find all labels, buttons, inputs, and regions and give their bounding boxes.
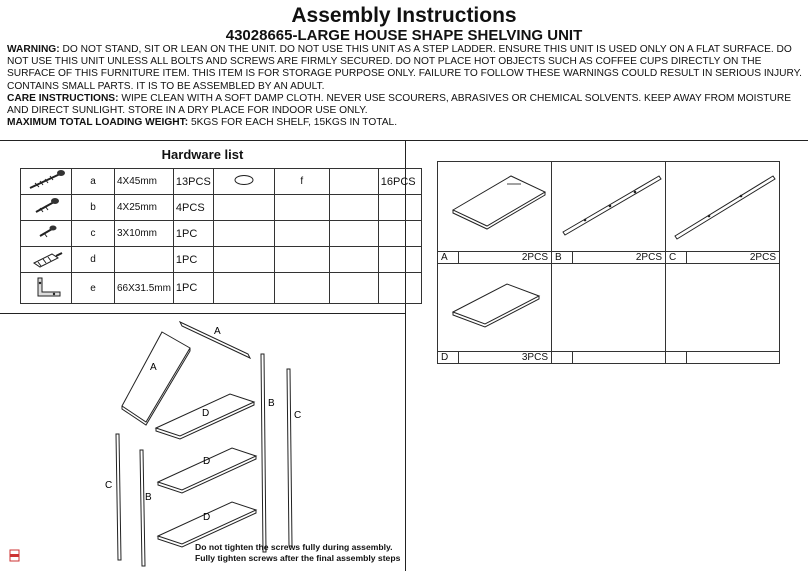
wall-plug-icon bbox=[26, 247, 66, 269]
empty-cell bbox=[666, 352, 687, 364]
hardware-qty: 1PC bbox=[173, 221, 213, 247]
post bbox=[261, 354, 266, 552]
table-row bbox=[438, 162, 780, 252]
warnings-block bbox=[7, 44, 803, 129]
empty-cell bbox=[573, 352, 666, 364]
label-d: D bbox=[203, 456, 211, 467]
warning-text: DO NOT STAND, SIT OR LEAN ON THE UNIT. DO NOT USE THIS UNIT AS A STEP LADDER. ENSURE THIS UNIT IS USED ONLY ON A FLAT SURFACE. DO NOT USE THIS UNIT UNLESS ALL BOLTS AND SCREWS ARE FIRMLY SECURED. DO NOT PLACE HOT OBJECTS SUCH AS COFFEE CUPS DIRECTLY ON THE SURFACE OF THIS FURNITURE ITEM. THIS ITEM IS FOR STORAGE PURPOSE ONLY. FAILURE TO FOLLOW THESE WARNINGS COULD RESULT IN SERIOUS INJURY. CONTAINS SMALL PARTS. IT IS TO BE ASSEMBLED BY AN ADULT. bbox=[7, 44, 802, 92]
table-row bbox=[438, 264, 780, 352]
post-c-drawing bbox=[669, 162, 776, 248]
label-a: A bbox=[214, 326, 221, 337]
part-qty: 2PCS bbox=[687, 252, 780, 264]
hardware-icon-cell bbox=[21, 169, 72, 195]
hardware-size: 4X25mm bbox=[115, 195, 174, 221]
post-b-drawing bbox=[555, 162, 662, 248]
hardware-icon-cell bbox=[21, 221, 72, 247]
part-letter: B bbox=[552, 252, 573, 264]
hardware-letter: a bbox=[72, 169, 115, 195]
hardware-qty: 13PCS bbox=[173, 169, 213, 195]
table-row bbox=[438, 252, 780, 264]
load-label: MAXIMUM TOTAL LOADING WEIGHT: bbox=[7, 117, 189, 129]
hardware-size: 3X10mm bbox=[115, 221, 174, 247]
parts-table bbox=[437, 161, 780, 364]
hardware-table bbox=[20, 168, 422, 304]
hardware-empty-cell bbox=[329, 169, 378, 195]
note-line: Fully tighten screws after the final assembly steps bbox=[195, 553, 401, 563]
hardware-empty-cell bbox=[378, 273, 421, 304]
part-illustration-cell bbox=[666, 162, 780, 252]
label-c: C bbox=[294, 410, 302, 421]
care-label: CARE INSTRUCTIONS: bbox=[7, 92, 119, 104]
hardware-letter: b bbox=[72, 195, 115, 221]
care-text: WIPE CLEAN WITH A SOFT DAMP CLOTH. NEVER USE SCOURERS, ABRASIVES OR CHEMICAL SOLVENTS. KEEP AWAY FROM MOISTURE AND DIRECT SUNLIGHT. STORE IN A DRY PLACE FOR INDOOR USE ONLY. bbox=[7, 92, 792, 117]
note-line: Do not tighten the screws fully during assembly. bbox=[195, 542, 393, 552]
hardware-empty-cell bbox=[213, 273, 274, 304]
hardware-size: 66X31.5mm bbox=[115, 273, 174, 304]
empty-cell bbox=[552, 264, 666, 352]
label-c: C bbox=[105, 480, 113, 491]
document-icon bbox=[10, 550, 19, 561]
post bbox=[140, 450, 145, 566]
part-qty: 2PCS bbox=[573, 252, 666, 264]
hardware-empty-cell bbox=[329, 195, 378, 221]
hardware-empty-cell bbox=[274, 195, 329, 221]
assembly-note bbox=[195, 542, 400, 564]
screw-icon bbox=[26, 195, 66, 217]
hardware-letter: c bbox=[72, 221, 115, 247]
hardware-empty-cell bbox=[378, 247, 421, 273]
shelf bbox=[158, 502, 256, 544]
cam-disc-icon bbox=[232, 173, 256, 187]
hardware-size: 4X45mm bbox=[115, 169, 174, 195]
table-row bbox=[21, 221, 422, 247]
hardware-qty: 4PCS bbox=[173, 195, 213, 221]
table-row bbox=[21, 195, 422, 221]
part-letter: D bbox=[438, 352, 459, 364]
hardware-empty-cell bbox=[274, 247, 329, 273]
part-illustration-cell bbox=[438, 162, 552, 252]
hardware-letter: d bbox=[72, 247, 115, 273]
shelf bbox=[158, 448, 256, 490]
hardware-list-title: Hardware list bbox=[161, 147, 244, 162]
label-d: D bbox=[203, 512, 211, 523]
hardware-letter: e bbox=[72, 273, 115, 304]
hardware-empty-cell bbox=[213, 221, 274, 247]
part-illustration-cell bbox=[438, 264, 552, 352]
post bbox=[287, 369, 292, 546]
hardware-empty-cell bbox=[213, 195, 274, 221]
warning-label: WARNING: bbox=[7, 44, 60, 55]
hardware-size bbox=[115, 247, 174, 273]
label-b: B bbox=[145, 492, 152, 503]
hardware-empty-cell bbox=[329, 247, 378, 273]
hardware-letter: f bbox=[274, 169, 329, 195]
hardware-qty: 1PC bbox=[173, 273, 213, 304]
hardware-icon-cell bbox=[21, 247, 72, 273]
short-screw-icon bbox=[26, 221, 66, 243]
label-d: D bbox=[202, 408, 210, 419]
exploded-assembly-diagram bbox=[0, 314, 405, 571]
hardware-empty-cell bbox=[274, 221, 329, 247]
empty-cell bbox=[687, 352, 780, 364]
table-row bbox=[438, 352, 780, 364]
hardware-icon-cell bbox=[21, 195, 72, 221]
divider-top bbox=[0, 140, 808, 141]
table-row bbox=[21, 169, 422, 195]
part-qty: 2PCS bbox=[459, 252, 552, 264]
hardware-empty-cell bbox=[274, 273, 329, 304]
label-a: A bbox=[150, 362, 157, 373]
load-text: 5KGS FOR EACH SHELF, 15KGS IN TOTAL. bbox=[190, 117, 398, 129]
l-bracket-icon bbox=[26, 274, 66, 300]
post bbox=[116, 434, 121, 560]
hardware-qty: 1PC bbox=[173, 247, 213, 273]
part-letter: C bbox=[666, 252, 687, 264]
empty-cell bbox=[552, 352, 573, 364]
long-screw-icon bbox=[26, 169, 66, 191]
table-row bbox=[21, 273, 422, 304]
hardware-empty-cell bbox=[378, 221, 421, 247]
hardware-empty-cell bbox=[213, 247, 274, 273]
page-title: Assembly Instructions bbox=[291, 4, 517, 27]
panel-a-drawing bbox=[441, 162, 548, 248]
hardware-icon-cell bbox=[213, 169, 274, 195]
part-qty: 3PCS bbox=[459, 352, 552, 364]
shelf-d-drawing bbox=[441, 264, 548, 348]
part-illustration-cell bbox=[552, 162, 666, 252]
label-b: B bbox=[268, 398, 275, 409]
table-row bbox=[21, 247, 422, 273]
part-letter: A bbox=[438, 252, 459, 264]
hardware-qty: 16PCS bbox=[378, 169, 421, 195]
product-title: 43028665-LARGE HOUSE SHAPE SHELVING UNIT bbox=[225, 27, 583, 44]
empty-cell bbox=[666, 264, 780, 352]
hardware-empty-cell bbox=[378, 195, 421, 221]
hardware-empty-cell bbox=[329, 273, 378, 304]
hardware-empty-cell bbox=[329, 221, 378, 247]
hardware-icon-cell bbox=[21, 273, 72, 304]
